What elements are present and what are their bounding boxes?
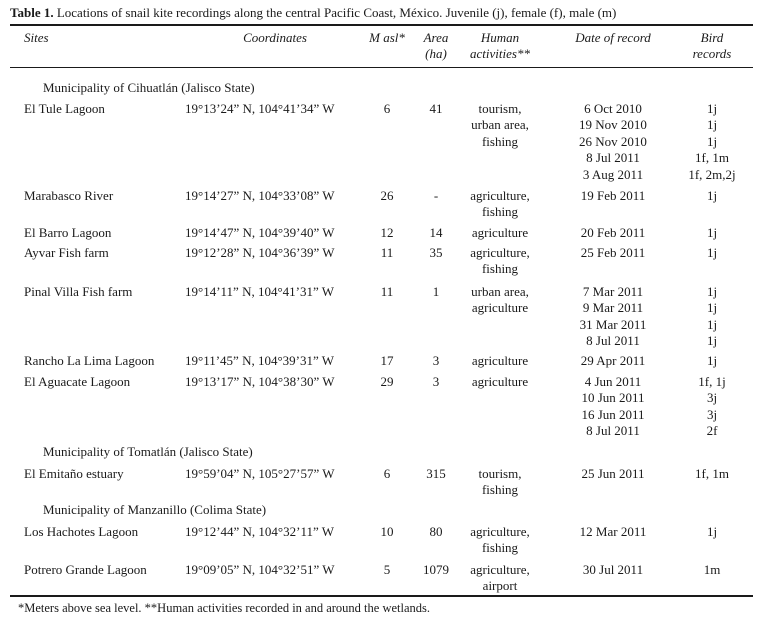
coordinates: 19°12’28” N, 104°36’39” W: [185, 245, 335, 260]
record-dates: [565, 284, 661, 350]
header-area: [412, 30, 460, 62]
date-line: 4 Jun 2011: [584, 374, 642, 389]
bird-record-line: 3j: [706, 406, 718, 422]
date-line: 20 Feb 2011: [580, 225, 646, 240]
record-dates: [565, 466, 661, 482]
site-name: Los Hachotes Lagoon: [24, 524, 139, 539]
coordinates: 19°09’05” N, 104°32’51” W: [185, 562, 335, 577]
activity-line: agriculture,: [470, 245, 530, 260]
coordinates: 19°14’11” N, 104°41’31” W: [185, 284, 335, 299]
record-dates: [565, 188, 661, 204]
header-area-line2: (ha): [425, 46, 447, 61]
header-date: Date of record: [575, 30, 651, 45]
area-ha: -: [433, 188, 439, 203]
date-line: 16 Jun 2011: [581, 406, 645, 422]
site-name: El Aguacate Lagoon: [24, 374, 131, 389]
bird-records: [672, 284, 752, 350]
header-sites: Sites: [24, 30, 49, 45]
human-activities: [470, 188, 530, 221]
activity-line: agriculture: [471, 353, 529, 368]
coordinates: 19°14’47” N, 104°39’40” W: [185, 225, 335, 240]
table-footnote: *Meters above sea level. **Human activities recorded in and around the wetlands.: [18, 601, 431, 615]
group-heading-cihuatlan: Municipality of Cihuatlán (Jalisco State): [43, 80, 255, 95]
bird-record-line: 1f, 1m: [695, 466, 729, 481]
bird-record-line: 1j: [706, 188, 718, 203]
area-ha: 35: [429, 245, 443, 260]
bird-record-line: 1m: [703, 562, 721, 577]
meters-asl: 17: [380, 353, 394, 368]
table-caption: [10, 5, 616, 21]
bottom-rule: [10, 595, 753, 597]
header-bird-line1: Bird: [700, 30, 724, 45]
area-ha: 315: [426, 466, 446, 481]
activity-line: fishing: [481, 540, 519, 556]
record-dates: [565, 353, 661, 369]
date-line: 6 Oct 2010: [584, 101, 642, 116]
coordinates: 19°59’04” N, 105°27’57” W: [185, 466, 335, 481]
record-dates: [565, 524, 661, 540]
activity-line: airport: [482, 578, 518, 594]
date-line: 19 Nov 2010: [579, 117, 647, 133]
bird-records: [672, 374, 752, 440]
meters-asl: 10: [380, 524, 394, 539]
human-activities: [470, 353, 530, 369]
header-coordinates: Coordinates: [243, 30, 307, 45]
area-ha: 1: [432, 284, 440, 299]
area-ha: 41: [429, 101, 443, 116]
date-line: 30 Jul 2011: [582, 562, 644, 577]
date-line: 25 Jun 2011: [581, 466, 645, 481]
date-line: 29 Apr 2011: [580, 353, 646, 368]
activity-line: urban area,: [471, 117, 529, 133]
date-line: 26 Nov 2010: [579, 133, 647, 149]
activity-line: fishing: [481, 482, 519, 498]
date-line: 9 Mar 2011: [582, 300, 644, 316]
site-name: Rancho La Lima Lagoon: [24, 353, 155, 368]
meters-asl: 12: [380, 225, 394, 240]
date-line: 10 Jun 2011: [581, 390, 645, 406]
site-name: El Tule Lagoon: [24, 101, 105, 116]
activity-line: agriculture: [471, 374, 529, 389]
area-ha: 1079: [423, 562, 449, 577]
meters-asl: 29: [380, 374, 394, 389]
header-area-line1: Area: [423, 30, 449, 45]
site-name: Potrero Grande Lagoon: [24, 562, 147, 577]
bird-record-line: 3j: [706, 390, 718, 406]
activity-line: agriculture: [471, 225, 529, 240]
bird-records: [672, 562, 752, 578]
bird-record-line: 1j: [706, 333, 718, 349]
bird-record-line: 1j: [706, 101, 718, 116]
date-line: 19 Feb 2011: [580, 188, 646, 203]
site-name: El Emitaño estuary: [24, 466, 124, 481]
coordinates: 19°12’44” N, 104°32’11” W: [185, 524, 335, 539]
bird-records: [672, 524, 752, 540]
meters-asl: 11: [380, 284, 394, 299]
date-line: 8 Jul 2011: [586, 423, 640, 439]
activity-line: fishing: [481, 261, 519, 277]
human-activities: [470, 245, 530, 278]
site-name: Ayvar Fish farm: [24, 245, 109, 260]
human-activities: [470, 374, 530, 390]
human-activities: [470, 562, 530, 595]
bird-record-line: 1f, 1j: [698, 374, 726, 389]
header-activities: [462, 30, 538, 62]
header-bird: [680, 30, 744, 62]
bird-records: [672, 101, 752, 183]
date-line: 8 Jul 2011: [586, 150, 640, 166]
bird-record-line: 1j: [706, 117, 718, 133]
header-masl: M asl*: [369, 30, 405, 45]
meters-asl: 6: [383, 466, 391, 481]
activity-line: urban area,: [471, 284, 529, 299]
bird-record-line: 1j: [706, 353, 718, 368]
bird-record-line: 1j: [706, 133, 718, 149]
bird-record-line: 1f, 1m: [695, 150, 729, 166]
meters-asl: 26: [380, 188, 394, 203]
meters-asl: 11: [380, 245, 394, 260]
bird-records: [672, 188, 752, 204]
site-name: Pinal Villa Fish farm: [24, 284, 133, 299]
record-dates: [565, 562, 661, 578]
date-line: 12 Mar 2011: [579, 524, 647, 539]
bird-record-line: 1j: [706, 524, 718, 539]
site-name: El Barro Lagoon: [24, 225, 112, 240]
human-activities: [470, 466, 530, 499]
human-activities: [470, 101, 530, 150]
header-bird-line2: records: [692, 46, 732, 61]
coordinates: 19°14’27” N, 104°33’08” W: [185, 188, 335, 203]
caption-text: Locations of snail kite recordings along the central Pacific Coast, México. Juvenile (j), female (f), male (m): [53, 5, 617, 20]
bird-record-line: 1j: [706, 316, 718, 332]
area-ha: 3: [432, 374, 440, 389]
date-line: 31 Mar 2011: [579, 316, 647, 332]
top-rule: [10, 24, 753, 26]
bird-record-line: 1f, 2m,2j: [688, 166, 736, 182]
activity-line: tourism,: [478, 101, 522, 116]
date-line: 7 Mar 2011: [582, 284, 644, 299]
human-activities: [470, 225, 530, 241]
bird-records: [672, 353, 752, 369]
bird-record-line: 1j: [706, 300, 718, 316]
human-activities: [470, 284, 530, 317]
date-line: 3 Aug 2011: [582, 166, 644, 182]
record-dates: [565, 101, 661, 183]
bird-record-line: 2f: [706, 423, 718, 439]
area-ha: 14: [429, 225, 443, 240]
header-activities-line2: activities**: [470, 46, 530, 61]
table-label: Table 1.: [10, 5, 54, 20]
bird-record-line: 1j: [706, 225, 718, 240]
meters-asl: 6: [383, 101, 391, 116]
site-name: Marabasco River: [24, 188, 114, 203]
activity-line: agriculture: [471, 300, 529, 316]
group-heading-manzanillo: Municipality of Manzanillo (Colima State): [43, 502, 267, 517]
bird-record-line: 1j: [706, 284, 718, 299]
area-ha: 3: [432, 353, 440, 368]
date-line: 8 Jul 2011: [586, 333, 640, 349]
coordinates: 19°13’24” N, 104°41’34” W: [185, 101, 335, 116]
activity-line: agriculture,: [470, 524, 530, 539]
meters-asl: 5: [383, 562, 391, 577]
date-line: 25 Feb 2011: [580, 245, 646, 260]
coordinates: 19°11’45” N, 104°39’31” W: [185, 353, 335, 368]
coordinates: 19°13’17” N, 104°38’30” W: [185, 374, 335, 389]
record-dates: [565, 225, 661, 241]
record-dates: [565, 374, 661, 440]
activity-line: fishing: [481, 133, 519, 149]
group-heading-tomatlan: Municipality of Tomatlán (Jalisco State): [43, 444, 253, 459]
activity-line: agriculture,: [470, 562, 530, 577]
bird-record-line: 1j: [706, 245, 718, 260]
bird-records: [672, 225, 752, 241]
bird-records: [672, 245, 752, 261]
record-dates: [565, 245, 661, 261]
header-activities-line1: Human: [480, 30, 520, 45]
activity-line: tourism,: [478, 466, 522, 481]
activity-line: agriculture,: [470, 188, 530, 203]
header-rule: [10, 67, 753, 68]
bird-records: [672, 466, 752, 482]
area-ha: 80: [429, 524, 443, 539]
activity-line: fishing: [481, 204, 519, 220]
human-activities: [470, 524, 530, 557]
